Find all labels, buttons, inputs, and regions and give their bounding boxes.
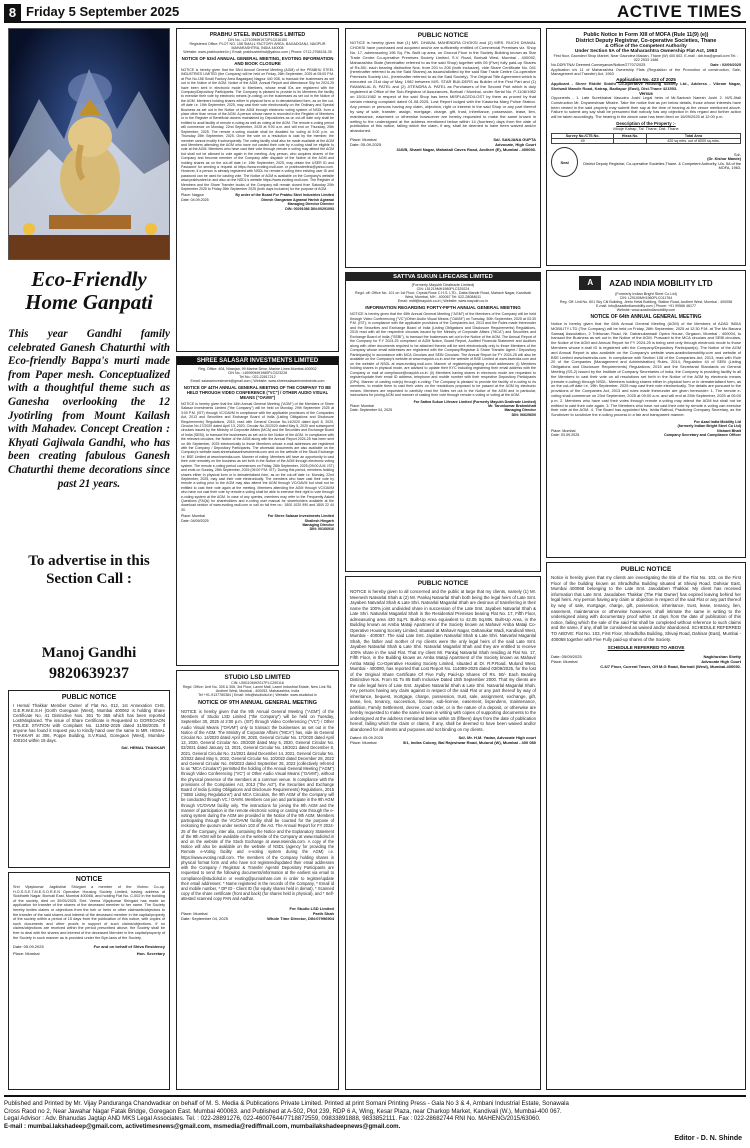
- opponents: Opponents - 1. Late Surekhabai Vasudeo Joshi Legal heirs of Mr.Santosh Naresh Joshi 2. M/S.Jitali Construction Mr. Dnyaneshwar Mhatre. Take the notice that as per below details, those whose interests have been vested in the said property may submit their say at the time of hearing at the venue mentioned above. Failure to submit any say shall be presumed that nobody has any objection in this regard and further action will be taken accordingly. The hearing in the above case has been fixed on 16/09/2025 at 12:00 p.m.: [551, 95, 741, 120]
- masthead: [4, 3, 746, 23]
- notice-body: Notice is hereby given that my clients are investigating the title of the Flat No. 103, on the First Floor of the building known as Shradhdha Building situated at Shivaji Road, Dahisar East, Mumbai 400068 belonging to the Late Smt. Jasodaben Thakkar. My client has received information that Late Smt. Jasodaben Thakkar (The Flat Owner) has expired leaving behind her legal heirs. Any person having any claim or objection in respect of the said Flat or any part thereof by way of sale, mortgage, charge, gift, possession, inheritance, trust, lease, tenancy, lien, easement, maintenance or otherwise howsoever, shall intimate the same in writing to the undersigned along with documentary proof within 14 days from the date of publication of this notice, failing which the sale of the said Flat shall be completed without reference to such claims and the same, if any, shall be considered as waived and/or abandoned. SCHEDULE REFERRED TO ABOVE: Flat No. 103, First Floor, Shradhdha Building, Shivaji Road, Dahisar (East), Mumbai - 400068 together with Five Fully paid-up shares of the Society.: [551, 575, 741, 642]
- company-address: Reg. Off: Unit No. 601 Sky Citi Building, Jeetu Hetal Building, Station Road, Andheri West, Mumbai - 400058: [559, 300, 733, 304]
- imprint-line-4: E-mail : mumbai.lakshadeep@gmail.com, activetimesnews@gmail.com, msmedia@rediffmail.com, mumbailakshadeepnews@gmail.com.: [4, 1122, 401, 1130]
- notice-body: NOTICE is hereby given to all concerned and the public at large that my clients, namely (1) Mr. Meenesh Natvarlal Shah & (2) Mr. Pankaj Natvarlal Shah both being the legal heirs of Late Smt. Jayaben Natvarlal Shah & Late Shri. Natvarlal Maganlal Shah are desirous of transferring in their name the 100% joint undivided share in succession of the Late Smt. Jayaben Natvarlal Shah & Late Shri. Natvarlal Maganlal Shah in the Residential Premises bearing Flat No. 17, Fifth Floor, admeasuring area 430 Sq.Ft. Built-Up Area equivalent to 42.05 Sq.Mts. Built-Up Area, in the Building known as Amba Mataji Apartment of the Society known as Mahavir Amba Mataji Co-Operative Housing Society Limited, situated at Mahavir Nagar, Dahanukar Wadi, Kandivali West, Mumbai - 400067. The said Late Smt. Jayaben Natvarlal Shah & Late Shri. Natvarlal Maganlal Shah, the father and mother of my clients were the only legal heirs of the said Late Smt. Jayaben Natvarlal Shah & Late Shri. Natvarlal Maganlal Shah and they are entitled to receive 100% share in the said Flat. That my client Mr. Pankaj Natvarlal Shah residing at Flat No. 17, Fifth Floor, in the Building known as Amba Mataji Apartment of the Society known as Mahavir Amba Mataji Co-Operative Housing Society Limited, situated at Dr. R.P.Road, Mulund West, Mumbai - 400080, has reported that Lost Report No. 114089-2025 dated 03/09/2025, for the lost of the Original Share Certificate Of Five Fully Paid-Up Shares Of Rs. 50/- Each Bearing Distinctive Nos. From 81 To 85 Both Inclusive Dated 15th September 2000. That my clients are the sole legal heirs of Late Smt. Jayaben Natvarlal Shah & Late Shri. Natvarlal Maganlal Shah. Any persons having any claim against in respect of the said Flat or any part thereof by way of inheritance, bequest, mortgage, charge, possession, trust, sale, assignment, exchange, gift, lease, lien, tenancy, succession, license, sub-license, easement, lispendens, maintenance, partition, Family Settlement, decree, court order, or in the nature of a deposit, or otherwise are hereby requested to make the same known in writing with copies of supporting documents to the undersigned at the address mentioned below within 15 (fifteen) days from the date of publication hereof, failing which the claim or claims, if any, shall be deemed to have been waived and/or abandoned for all intents and purposes and not binding on my clients.: [350, 589, 536, 732]
- public-notice-shah: [345, 576, 541, 1090]
- azad-logo-icon: A: [579, 276, 601, 290]
- notice-body: NOTICE is hereby given that (1) MR. DHAVAL MAHENDRA CHOKSI and (2) MRS. RUCHI DHAVAL CHOKSI have purchased and acquired and/or are sufficiently entitled of Commercial Premises viz. Shop No. 17, admeasuring 196 Sq. Fts. Built up area, on Ground Floor in the Society Building known as Star Trade Centre Co-operative Premises Society Limited, S.V. Road, Borivali West, Mumbai - 400092, Maharashtra State (hereinafter referred to as the said Shop) together with 05 (Five) fully paid-up Shares of Rs.50/- each bearing distinctive Nos. from 201 to 205 (both inclusive), vide Share Certificate No. 041 (hereinafter referred to as the Said Shares) as issued/allotted by the said Star Trade Centre Co-operative Premises Society Ltd., (hereinafter referred to as the Said Society). The Original Title Agreement which is executed on 21st day of May, 1982 between M/S. STAR BUILDERS as Builder of the First Part and (1) RAMANLAL B. PATEL and (2) JITENDRA A. PATEL as Purchasers of the Second Part which is duly registered at Office of the Sub-Registrar of Assurances, Borivali / Mumbai, under Serial No. P-1108/1982 on 15/11/1982 in respect of the said Shop has been MISPLACED/LOST by them as proved by that certain missing complaint dated 01.08.2025, Lost Report lodged with the Kasturba Marg Police Station. Any person or persons having any claim, objection, right or interest in the said Shop or any part thereof by way of sale, transfer, assign, mortgage, charge, gift, trust, inheritance, possession, lease, lien, maintenance, easement or otherwise howsoever are hereby requested to make the same known in writing to the undersigned at the address mentioned below within 14 (fourteen) days from the date of publication of this notice, failing which the claim, if any, shall be deemed to have been waived and/or abandoned.: [350, 40, 536, 134]
- azad-india-notice: [546, 270, 746, 558]
- notice-place: Place: Nagpur: [181, 193, 204, 198]
- notice-signature: Sd/- SANJANA GUPTA: [493, 137, 536, 143]
- imprint-footer: [4, 1095, 746, 1145]
- prabhu-steel-notice: [176, 28, 339, 352]
- notice-din: DIN: 00291086 DIN:00291093: [285, 206, 334, 211]
- imprint-line-1: Published and Printed by Mr. Vijay Panduranga Chandwadkar on behalf of M. S. Media & Publications Private Limited. Printed at print Somani Printing Press - Gala No 3 & 4, Ambani Industrial Estate, Sonawala: [4, 1100, 569, 1107]
- company-address: Registered Office: PLOT NO. 158 SMALL FACTORY AREA, BAGADGANJ, NAGPUR MAHARASHTRA, INDIA 440008: [189, 42, 326, 50]
- notice-signatory: Dinesh Gangaram Agrawal Harish Agrawal: [261, 197, 334, 202]
- notice-heading: NOTICE OF 64th ANNUAL GENERAL MEETING: [590, 314, 702, 320]
- notice-body: I Hemal Thakkar Member Owner of Flat No. 012, 1st Annexation CHS, G.E.R.W.E.S.H (Gorth Goregaon (West), Mumbai 400062 is holding Share Certificate No. 41 Distinctive Nos. 361 To 365 which has been reported Lost/Misplaced. The issue of Share Certificate is Requested to GOREGAON POLICE STATION with Complaint No. 113492-2025 dated 31/08/2025. If anyone has found it request you to Kindly hand over the same to MR. HEMAL THAKKAR at 306, Poppe Building, S.V.Road, Goregaon (West), Mumbai-400104 within 15 days.: [13, 703, 165, 743]
- notice-date: Date: 05-09-2025: [350, 142, 382, 148]
- application-number: Application No. 423 of 2025: [616, 76, 676, 82]
- versus-label: Versus: [639, 91, 653, 97]
- company-contact: Email: salasarinvestment@gmail.com | Website: www.shreesalasarinvestments.com: [190, 379, 325, 383]
- notice-subheading-2: & Office of the Competent Authority: [605, 44, 687, 49]
- notice-place: Place: Mumbai: [350, 740, 377, 745]
- company-contact: E-mail: info@azadindiamobility.com | Phone: +91 99566 48177: [595, 304, 697, 308]
- notice-din: DIN: 00166916: [309, 527, 334, 532]
- company-address: Regd. off: Office No. 101 on 1st Floor, Crystal Rose C.H.S. LTD., Datta Mandir Road, Mahavir Nagar, Kandivali West, Mumbai, MH - 400067 Tel: 022-28084611: [355, 291, 531, 299]
- newspaper-name: ACTIVE TIMES: [616, 2, 742, 21]
- notice-heading: PUBLIC NOTICE: [417, 32, 469, 39]
- company-name: SATTVA SUKUN LIFECARE LIMITED: [346, 273, 540, 281]
- feature-body: This year Gandhi family celebrated Ganesh Chaturthi with Eco-friendly Bappa's murti made from Paper mesh. Conceptualized with a thoughtful theme such as Ganesha overlooking the 12 Jyotirling from Mount Kailash with Mahadev. Concept Creation : Khyati Gajiwala Gandhi, who has been creating fabulous Ganesh Chaturthi theme decorations since past 21 years.: [8, 328, 170, 490]
- notice-date: Date: September 04, 2025: [350, 408, 393, 413]
- notice-place: Place: Mumbai: [350, 137, 377, 143]
- property-table-header: Hissa No.: [614, 133, 647, 138]
- notice-date: Date: 04.09.2025: [181, 197, 209, 202]
- notice-place: Place: Mumbai: [551, 428, 576, 433]
- notice-heading: PUBLIC NOTICE: [417, 580, 469, 587]
- sattva-sukun-notice: [345, 272, 541, 572]
- applicant: Applicant - Shree Riddhi Siddhi Co-operative Housing Society Ltd., Address - Vikram Nagar, Shelwali Mandir Road, Katrap, Badlapur (East), Dist.Thane 421503.: [551, 80, 741, 91]
- property-description-heading: Description of the Property :-: [616, 120, 676, 126]
- company-contact: Tel +91-9137780384 | Email: info@studiolsd.in | Website: www.studiolsd.in: [198, 693, 317, 697]
- notice-for: For and on behalf of Shiva Residency: [93, 944, 165, 950]
- property-table-cell: 49: [552, 138, 614, 143]
- notice-place: Place: Mumbai: [350, 403, 374, 408]
- notice-body: NOTICE is hereby given that the 9th Annual General Meeting ("AGM") of the Members of Studio LSD Limited ("the Company") will be held on Tuesday, September 30, 2025 at 2:00 p.m. (IST) through Video Conferencing ("VC") / Other Audio Visual Means ("OAVM") only to transact the businesses as set out in the Notice of the AGM. The Ministry of Corporate Affairs ("MCA") has, vide its General Circular No. 14/2020 dated April 08, 2020, General Circular No. 17/2020 dated April 13, 2020, General Circular No. 20/2020 dated May 5, 2020, General Circular No. 02/2021 dated January 13, 2021, General Circular No. 19/2021 dated December 8, 2021, General Circular No. 21/2021 dated December 14, 2021, General Circular No. 2/2022 dated May 5, 2022, General Circular No. 10/2022 dated December 28, 2022 and General Circular No. 09/2023 dated September 25, 2023 (collectively referred to as "MCA Circulars") permitted the holding of the Annual General Meeting ("AGM") through Video Conferencing ("VC") or Other Audio Visual Means ("OAVM"), without the physical presence of the members at a common venue. In compliance with the provisions of the Companies Act, 2013 ("the Act"), the Securities and Exchange Board of India (Listing Obligations and Disclosure Requirements) Regulations, 2015 ("SEBI Listing Regulations") and MCA Circulars, the 9th AGM of the Company will be conducted through VC / OAVM. Members can join and participate in the 9th AGM through VC/OAVM facility only. The instructions for joining the 9th AGM and the manner of participation in the remote electronic voting or casting vote through the e-voting system during the AGM are provided in the Notice of the 9th AGM. Members participating through the VC/OAVM facility shall be counted for the purpose of reckoning the quorum under section 103 of the Act. The Annual Report for FY 2024-25 of the Company, inter alia, containing the Notice and the Explanatory Statement of the 9th AGM will be available on the website of the Company at www.studiolsd.in and on the website of the Stock Exchange at www.nseindia.com. A copy of the Notice will also be available on the website of NSDL (agency for providing the Remote e-Voting facility and e-voting system during the AGM) i.e. https://www.evoting.nsdl.com. The members of the Company holding shares in physical format form and who have not registered/updated their email addresses with the Company / Registrar & Transfer Agents/ Depository Participants are requested to send the following documents/information at the earliest via email to compliance@studiolsd.in or evoting@purvashare.com in order to register/update their email addresses: * Name registered in the records of the Company, * Email id and mobile number, * DP ID - Client ID (for equity shares held in demat), * Scanned copy of the share certificate (front and back) (for shares held in physical), and * Self-attested scanned copy PAN and Aadhar.: [181, 709, 334, 902]
- notice-address: 5/1, Indira Colony, Bal Rajeshwar Road, Mulund (W), Mumbai - 400 080: [402, 740, 536, 745]
- registrar-signature: Sd/-: [734, 152, 741, 157]
- notice-din: DIN: 06625600: [511, 412, 536, 417]
- company-cin: CIN No.: L65990MH1980PLC023228: [227, 371, 288, 375]
- notice-for: For Azad India Mobility Ltd: [694, 419, 741, 424]
- notice-place: Place: Mumbai: [551, 659, 578, 665]
- imprint-line-2: Cross Raod no 2, Near Jawahar Nagar Fatak Bridge, Goregaon East. Mumbai 400063. and Published at A-502, Plot 239, RDP 6 A, Wing, Kesar Plaza, near Charkop Market, Kandivali (W.), Mumbai-400 067.: [4, 1107, 562, 1115]
- notice-heading: Public Notice in Form XIII of MOFA (Rule 11(9) (e)): [583, 32, 709, 38]
- notice-subheading-3: Under Section 5A of the Maharashtra Ownership Flat Act, 1963: [574, 49, 718, 54]
- public-notice-sanjana-gupta: [345, 28, 541, 268]
- notice-heading: NOTICE OF 44TH ANNUAL GENERAL MEETING OF THE COMPANY TO BE HELD THROUGH VIDEO CONFERENCE ("VC") / OTHER AUDIO VISUAL MEANS ("OAVM"): [183, 385, 332, 400]
- issue-date: Friday 5 September 2025: [26, 4, 180, 19]
- notice-heading: NOTICE: [75, 876, 103, 883]
- public-notice-hemal: [8, 690, 170, 868]
- notice-heading: PUBLIC NOTICE: [620, 566, 672, 573]
- property-table-cell: 420 sq.mtrs. out of 8000 sq.mtrs.: [647, 138, 741, 143]
- notice-heading: PUBLIC NOTICE: [61, 694, 117, 701]
- notice-address: C-6/7 Floor, Current Tower, Off M.G Road, Borivali (West), Mumbai-400092.: [600, 664, 741, 670]
- notice-heading: NOTICE OF 9TH ANNUAL GENERAL MEETING: [198, 700, 317, 706]
- feature-title: Eco-Friendly Home Ganpati: [25, 267, 153, 314]
- company-cin: CIN: L51219MH1980PLC329224: [416, 287, 470, 291]
- notice-for: For Studio LSD Limited: [289, 905, 334, 911]
- notice-subheading: District Deputy Registrar, Co-operative Societies, Thane: [575, 38, 717, 44]
- notice-signatory: Parth Shah: [312, 910, 334, 916]
- notice-signature: Nagbhushan Shetty: [703, 654, 741, 660]
- registrar-public-notice: [546, 28, 746, 266]
- company-name: PRABHU STEEL INDUSTRIES LIMITED: [209, 32, 306, 38]
- property-location: Mouje Katrap, Tal. Thane, Dist. Thane: [613, 125, 679, 131]
- notice-date: Date: 04/09/2025: [181, 518, 209, 523]
- imprint-line-3: Legal Advisor : Adv. Bhanudas Jagtap AND MKS Legal Associates. Tel. : 022-28891276, 022-46007644/7718872559, 09833891888, 9833852111. Fax : 022-28682744 RNI No. MAHENG/2015/63060.: [4, 1115, 541, 1123]
- company-cin: CIN: L29100MH1960PLC011764: [619, 296, 673, 300]
- company-contact: Website: www.prabhusteel.in | Email: prabhusteelind@yahoo.com | Phone: 0712-2768134-35: [183, 50, 332, 54]
- registrar-officer: (Dr. Kishor Mande): [707, 157, 741, 162]
- notice-date: Date: 05/09/2025: [551, 654, 582, 660]
- advertise-callout: To advertise in this Section Call :: [28, 553, 150, 587]
- company-cin: CIN No.: L27109MH1972PLC016100: [227, 38, 288, 42]
- advertise-contact-name: Manoj Gandhi: [41, 645, 137, 661]
- notice-for-former: (formerly Indian Bright Steel Co Ltd): [677, 424, 741, 429]
- notice-place: Place: Mumbai: [181, 910, 208, 916]
- company-phone: Tel No.: 022-22817212: [239, 375, 276, 379]
- company-name: STUDIO LSD LIMITED: [224, 674, 291, 681]
- notice-address: 316/B, Shanti Nagar, Mahakali Caves Road, Andheri (E), Mumbai - 400093.: [396, 147, 536, 153]
- notice-body: Notice is hereby given that the 64th Annual General Meeting (AGM) of the Members of AZAD INDIA MOBILITY LTD (The Company) will be held on Friday, 26th September, 2025 at 12:30 P.M. at The Mo Banara Samaaj Association, 2 Tribhuvan Road, Nr. Dahanukarwadi Opera House, Girgaum, Mumbai - 400004, to transact the Business as set out in the Notice of the AGM. Pursuant to the MCA circulars and SEBI circulars, the Notice of the AGM and Annual Report for FY 2024-25 is being sent only through electronic mode to those Members whose e-mail ID is registered with the Company/Depository Participant(s). The Notice of the AGM and Annual Report is also available on the Company's website www.azadindiamobility.com and website of BSE Limited www.bseindia.com. In compliance with Section 108 of the Companies Act, 2013, read with Rule 20 of the Companies (Management and Administration) Rules, 2014, Regulation 44 of SEBI (Listing Obligations and Disclosure Requirements) Regulations, 2015 and the Secretarial Standards on General Meeting (SS-2) issued by the Institute of Company Secretaries of India, the Company is providing facility to all the Members to cast their vote on all resolutions set forth in the Notice of the AGM by electronic means (remote e-voting) through NSDL. Members holding shares either in physical form or in dematerialised form, as on the cut-off date i.e. 19th September, 2025 may cast their vote electronically. The details are pursuant to the provisions of the Companies Act, 2013 and rules made thereunder are given hereunder: 1. The remote e-voting shall commence on 23rd September, 2025 at 09:00 a.m. and will end at 25th September, 2025 at 05:00 p.m. 2. Members who have cast their votes through remote e-voting may attend the AGM but shall not be entitled to cast their vote again. 3. The Members who have not cast their vote by remote e-voting can exercise their vote at the AGM. 4. The Board has appointed Mrs. Ishita Rathod, Practicing Company Secretary, as the Scrutinizer to scrutinize the e-voting process in a fair and transparent manner.: [551, 321, 741, 418]
- notice-date: Dated: 05.09.2025: [350, 735, 383, 740]
- notice-for: For Sattva Sukun Lifecare Limited (Formerly Mayukh Dealtrade Limited): [413, 399, 536, 404]
- company-former-name: (Formerly Mayukh Dealtrade Limited): [411, 283, 475, 287]
- ganesh-illustration-icon: [9, 29, 170, 260]
- eco-ganpati-feature: [8, 268, 170, 491]
- editor-credit: Editor - D. N. Shinde: [674, 1135, 742, 1143]
- notice-designation: Managing Director: [302, 522, 334, 527]
- studio-lsd-notice: [176, 670, 339, 1090]
- advertise-contact-phone: 9820639237: [49, 665, 129, 682]
- notice-signature: Sd/- HEMAL THAKKAR: [121, 745, 165, 750]
- property-table: [551, 133, 741, 144]
- ganesh-photo: [8, 28, 170, 260]
- property-table-header: Survey No./CTS No.: [552, 133, 614, 138]
- notice-reference: No.DDR/TNA/ Deemed Conveyance/Notice/27707/2025: [551, 63, 646, 67]
- notice-designation: Whole Time Director, DIN:07996904: [267, 915, 334, 921]
- company-address: Regd. Office: Unit No. 305 & 306, 3rd Floor, Laxmi Mall, Laxmi Industrial Estate, New Link Rd, Andheri West, Mumbai - 400053, Maharashtra, India: [182, 685, 333, 693]
- notice-designation: Managing Director Director: [287, 202, 334, 207]
- notice-place: Place: Mumbai: [13, 951, 40, 957]
- company-name: SHREE SALASAR INVESTMENTS LIMITED: [177, 357, 338, 365]
- notice-signature: Hon. Secretary: [136, 951, 165, 957]
- office-address: First floor, Gaondevi Shop Market, Near Gaondevi Maidan, Thane (W) 400 602. E-mail : ddr.tna@gmail.com Tel. : 022 2533 1486: [553, 54, 739, 62]
- application-law: Application u/s 11 of Maharashtra Ownership Flats (Regulation of the Promotion of construction, Sale, Management and Transfer) Act, 1963: [551, 67, 741, 77]
- company-former-name: (Formerly Indian Bright Steel Co Ltd): [615, 292, 677, 296]
- notice-body: Shri Vijaykumar Jagdishlal Shivgani a member of the Vishnu Co-op. H.O.S.S.E.T.M.E.S.O.R.E.N Operative Housing Society Limited, having address at Siddharth Nagar, Borivali East, Mumbai 400066, and holding Flat No. C-002 in the building of the society, died on 30/05/2025. Smt. Veena Vijaykumar Shivgani has made an application for transfer of the shares of the deceased member to her name. The Society hereby invites claims or objections from the heir or heirs or other claimants/objectors to the transfer of the said shares and interest of the deceased member in the capital/property of the society within a period of 15 days from the publication of this notice, with copies of such documents and other proofs in support of such claims/objections. If no claims/objections are received within the period prescribed above, the Society shall be free to deal with the shares and interest of the deceased Member in the capital/property of the Society in such manner as is provided under the Bye-laws of the Society.: [13, 885, 165, 940]
- notice-heading: NOTICE OF 53rd ANNUAL GENERAL MEETING, EVOTING INFORMATION AND BOOK CLOSURE: [181, 56, 334, 66]
- notice-signatory: Shailesh Hingarh: [304, 518, 334, 523]
- notice-role: Advocate, High Court: [495, 142, 536, 148]
- notice-signatory: Nishant Bhatt: [717, 428, 741, 433]
- company-contact: Email: mdtl@mayukh.co.in | Website: www.mayukh.co.in: [397, 299, 489, 303]
- notice-role: Advocate High Court: [701, 659, 741, 665]
- schedule-heading: SCHEDULE REFERRED TO ABOVE: [607, 645, 685, 651]
- notice-signature: Sd/- Mr. H.M. Yadav, Advocate High court: [458, 735, 536, 740]
- notice-shri-vijaykumar: [8, 872, 170, 1090]
- company-name: AZAD INDIA MOBILITY LTD: [609, 278, 713, 288]
- notice-signatory: Mr. Tarunkumar Brahmbhatt: [488, 403, 536, 408]
- page-number: 8: [4, 4, 21, 21]
- notice-heading: INFORMATION REGARDING FORTY-FIFTH ANNUAL GENERAL MEETING: [365, 305, 521, 310]
- company-address: Reg. Office: 404, Niranjan, 99 Marine Drive, Marine Lines Mumbai-400002: [198, 367, 317, 371]
- company-website: Website: www.azadindiamobility.com: [616, 308, 676, 312]
- notice-body: NOTICE is hereby given that the 53rd Annual General Meeting (AGM) of the PRABHU STEEL INDUSTRIES LIMITED (the Company) will be held on Friday, 26th September, 2025 at 05:00 P.M. at Plot No.158 Small Factory Area Bagadganj Nagpur 440 008, to transact the businesses as set out in the Notice of the AGM. Notice of the AGM, Annual Report and Attendance Slip for 2024-25 have been sent in electronic mode to Members, whose email IDs are registered with the Company/Depository Participants. The Company is pleased to provide to its Members the facility to exercise their vote by electronic means (e-voting) on the businesses as set out in the Notice of the AGM. Members holding shares either in physical form or in dematerialized form, as on the cut-off date i.e. 19th September, 2025, may cast their vote electronically on the Ordinary and Special Business as set out in the Notice of the AGM through electronic voting system of NSDL from a place other than venue of the AGM. A person whose name is recorded in the Register of Members or in the Register of Beneficial owners maintained by Depositories as on cut-off date only shall be entitled to avail facility of remote e-voting as well as voting at the AGM. The remote e-voting period will commence on Monday, 22nd September, 2025 at 9:00 a.m. and will end on Thursday, 25th September, 2025. The remote e-voting module shall be disabled for voting at 5:00 p.m. on Thursday 25th September, 2025. Once the vote on a resolution is cast by the member, the member cannot modify it subsequently. The voting facility shall also be made available at the AGM and Members attending the AGM who have not casted their vote by e-voting shall be eligible to vote at the AGM. Members who have cast their vote through remote e-voting may attend the AGM but shall not be allowed to vote again in the meeting. Any person, who acquires shares of the Company and become member of the Company after dispatch of the Notice of the AGM and holding shares as on the cut-off date i.e. 19th September, 2025, may obtain the USER ID and Password for sending a request at https://www.evoting.nsdl.com or prabhusteelind@yahoo.com. However, if a person is already registered with NSDL for remote e-voting then existing user ID and password can be used for casting vote. The Notice of AGM is available on the Company's website www.prabhusteel.in and also on the NSDL's website https://www.evoting.nsdl.com. The Register of Members and the Share Transfer books of the Company will remain closed from Saturday 20th September 2025 to Friday 26th September 2025 (both days inclusive) for the purpose of AGM.: [181, 68, 334, 191]
- notice-date: Date: 05.09.2025: [13, 944, 44, 950]
- public-notice-nagbhushan: [546, 562, 746, 1090]
- registrar-officer-title: District Deputy Registrar, Co-operative Societies,Thane. & Competent Authority, U/s. 5A of the MOFA, 1963.: [583, 161, 741, 171]
- notice-date: Date : 02/09/2025: [710, 63, 741, 67]
- property-table-cell: [614, 138, 647, 143]
- notice-date: Date: September 04, 2025: [181, 915, 228, 921]
- notice-designation: Company Secretary and Compliance Officer: [663, 433, 741, 438]
- shree-salasar-notice: [176, 356, 339, 666]
- official-seal-icon: Seal: [551, 147, 578, 177]
- notice-for: For Shree Salasar Investments Limited: [267, 514, 334, 519]
- notice-designation: Managing Director: [504, 408, 536, 413]
- company-cin: CIN: U59110MH2017PLC290116: [231, 681, 284, 685]
- property-table-header: Total Area: [647, 133, 741, 138]
- notice-body: NOTICE is hereby given that the 44th Annual General Meeting ("AGM") of the Members of Shree Salasar Investments Limited ("the Company") will be held on Monday, 29th September 2025 at 3:00 P.M. (IST) through VC/OAVM in compliance with the applicable provisions of the Companies Act, 2013 and Securities and Exchange Board of India (Listing Obligations and Disclosure Requirements) Regulations, 2015, read with General Circular No.14/2020 dated April 8, 2020, Circular No.17/2020 dated April 13, 2020, Circular No.20/2020 dated May 5, 2020 and subsequent circulars issued by the Ministry of Corporate Affairs (MCA) and the Securities and Exchange Board of India (SEBI), to transact the businesses as set out in the Notice of the AGM. In compliance with the relevant circulars, the Notice of the AGM along with the Annual Report 2024-25 has been sent on 4th September, 2025 electronically to those Members whose e-mail addresses are registered with the Company / Depository Participants. The aforesaid documents are also available on the Company's website www.shreesalasarinvestments.com and on the website of the Stock Exchange i.e. BSE Limited at www.bseindia.com. Manner of voting: Members will have an opportunity to cast their vote remotely on the business as set forth in the Notice of the AGM through electronic voting system. The remote e-voting period commences on Friday, 26th September, 2025 (09:00 A.M. IST) and ends on Sunday, 28th September, 2025 (05:00 P.M. IST). During this period, members holding shares either in physical form or in dematerialized form, as on the cut-off date i.e. Monday, 22nd September, 2025, may cast their vote electronically. The members who have cast their vote by remote e-voting prior to the AGM may also attend the AGM through VC/OAVM but shall not be entitled to cast their vote again at the meeting. Members attending the AGM through VC/OAVM who have not cast their vote by remote e-voting shall be able to exercise their right to vote through e-voting system at the AGM. In case of any queries, members may refer to the Frequently Asked Questions (FAQs) for shareholders and e-voting user manual for shareholders available at the download section of www.evoting.nsdl.com or call on toll free no.: 1800 1020 990 and 1800 22 44 30.: [181, 402, 334, 512]
- notice-place: Place: Mumbai: [181, 514, 205, 519]
- notice-body: NOTICE is hereby given that the 45th Annual General Meeting ("AGM") of the Members of the Company will be held through Video Conferencing ("VC")/Other Audio Visual Means ("OAVM") on Tuesday, 30th September, 2025 at 03:30 P.M. (IST), in compliance with the applicable provisions of the Companies Act, 2013 and the Rules made thereunder and the Securities and Exchange Board of India (Listing Obligations and Disclosure Requirements) Regulations, 2015 read with all the respective circulars issued by the Ministry of Corporate Affairs ("MCA") and Securities and Exchange Board of India ("SEBI"), to transact the businesses set out in the Notice of the AGM. The Annual Report of the Company for F.Y 2024-25 comprised of AGM Notice, Board Report, Audited Financial Statement and Auditors along with other documents required to be attached thereto will be sent electronically only to those Members of the Company whose email addresses are registered with the Company/Registrar & Share Transfer Agent / Depository Participant(s) in accordance with MCA Circulars and SEBI Circulars. The Annual Report for FY 2024-25 will also be available on the Company's website at www.mayukh.co.in and the website of BSE Limited at www.bseindia.com and on the website of NSDL at www.evoting.nsdl.com. Manner of registering/updating e-mail addresses: (i) Members holding shares in physical mode, are advised to update their KYC including registering their email address with the Company or mail at compliance@mayukh.co.in. (ii) Members having shares in electronic mode are requested to register/update their email ID address, telephone and mobile number with their respective Depository Participants (DPs). Manner of casting vote(s) through e-voting: The Company is pleased to provide the facility of e-voting to its members, to enable them to cast their votes on the resolutions proposed to be passed at the AGM by electronic means. Members are requested to carefully read the Notes set out in the Notice of the AGM and in particular, instructions for joining AGM and manner of casting their vote through remote e-voting or voting at the AGM.: [350, 312, 536, 397]
- notice-for: By order of the Board For Prabhu Steel Industries Limited: [235, 193, 334, 198]
- notice-date: Date: 03.09.2025: [551, 433, 580, 438]
